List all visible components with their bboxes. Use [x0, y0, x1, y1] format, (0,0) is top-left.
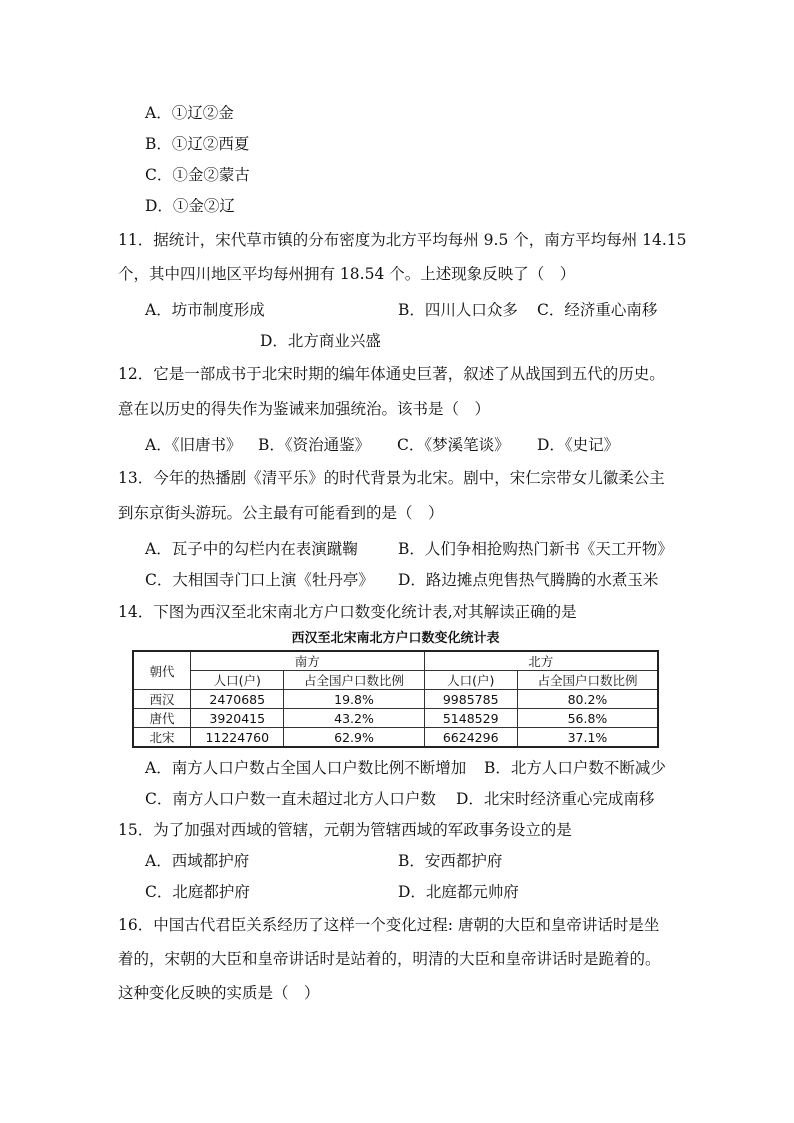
- q15-option-a: A．西域都护府: [145, 852, 250, 870]
- population-table: [132, 650, 659, 748]
- q13-option-a: A．瓦子中的勾栏内在表演蹴鞠: [145, 540, 358, 558]
- population-table-title: 西汉至北宋南北方户口数变化统计表: [291, 631, 500, 646]
- q15-option-d: D．北庭都元帅府: [398, 883, 519, 901]
- q14-option-b: B．北方人口户数不断减少: [484, 759, 666, 777]
- q11-option-d: D．北方商业兴盛: [260, 332, 381, 350]
- table-header-row: [133, 651, 658, 671]
- north-ratio-cell: 37.1%: [517, 728, 658, 748]
- q11-option-a: A．坊市制度形成: [145, 301, 265, 319]
- q12-option-d: D．《史记》: [537, 436, 620, 454]
- q13-stem-line2: 到东京街头游玩。公主最有可能看到的是（ ）: [118, 504, 444, 522]
- north-ratio-cell: 56.8%: [517, 709, 658, 728]
- q12-option-c: C．《梦溪笔谈》: [397, 436, 510, 454]
- q14-option-c: C．南方人口户数一直未超过北方人口户数: [145, 790, 436, 808]
- q11-stem-line2: 个，其中四川地区平均每州拥有 18.54 个。上述现象反映了（ ）: [118, 265, 576, 283]
- q11-option-b: B．四川人口众多: [398, 301, 518, 319]
- south-pop-cell: 2470685: [191, 690, 284, 709]
- south-pop-header: 人口(户): [191, 671, 284, 690]
- q12-option-b: B．《资治通鉴》: [258, 436, 371, 454]
- north-header: 北方: [424, 651, 658, 671]
- north-pop-header: 人口(户): [424, 671, 517, 690]
- q13-option-c: C．大相国寺门口上演《牡丹亭》: [145, 571, 374, 589]
- south-ratio-header: 占全国户口数比例: [284, 671, 424, 690]
- q10-option-b: B．①辽②西夏: [145, 135, 250, 153]
- north-pop-cell: 6624296: [424, 728, 517, 748]
- era-cell: 西汉: [133, 690, 191, 709]
- era-cell: 唐代: [133, 709, 191, 728]
- q14-option-a: A．南方人口户数占全国人口户数比例不断增加: [145, 759, 467, 777]
- q10-option-c: C．①金②蒙古: [145, 166, 250, 184]
- q14-stem: 14．下图为西汉至北宋南北方户口数变化统计表,对其解读正确的是: [118, 603, 577, 621]
- q13-stem-line1: 13．今年的热播剧《清平乐》的时代背景为北宋。剧中，宋仁宗带女儿徽柔公主: [118, 469, 665, 487]
- q11-option-c: C．经济重心南移: [537, 301, 658, 319]
- q15-stem: 15．为了加强对西域的管辖，元朝为管辖西域的军政事务设立的是: [118, 821, 572, 839]
- q11-stem-line1: 11．据统计，宋代草市镇的分布密度为北方平均每州 9.5 个，南方平均每州 14.15: [118, 231, 687, 249]
- q12-stem-line2: 意在以历史的得失作为鉴诫来加强统治。该书是（ ）: [118, 400, 491, 418]
- table-row: [133, 728, 658, 748]
- south-header: 南方: [191, 651, 424, 671]
- q14-option-d: D．北宋时经济重心完成南移: [456, 790, 655, 808]
- north-pop-cell: 5148529: [424, 709, 517, 728]
- era-header: 朝代: [133, 651, 191, 690]
- south-pop-cell: 11224760: [191, 728, 284, 748]
- table-row: [133, 690, 658, 709]
- table-row: [133, 709, 658, 728]
- q16-stem-line3: 这种变化反映的实质是（ ）: [118, 984, 320, 1002]
- south-ratio-cell: 19.8%: [284, 690, 424, 709]
- q12-option-a: A．《旧唐书》: [145, 436, 242, 454]
- north-pop-cell: 9985785: [424, 690, 517, 709]
- south-ratio-cell: 62.9%: [284, 728, 424, 748]
- table-subheader-row: [133, 671, 658, 690]
- north-ratio-header: 占全国户口数比例: [517, 671, 658, 690]
- south-ratio-cell: 43.2%: [284, 709, 424, 728]
- q12-stem-line1: 12．它是一部成书于北宋时期的编年体通史巨著，叙述了从战国到五代的历史。: [118, 365, 665, 383]
- q13-option-b: B．人们争相抢购热门新书《天工开物》: [398, 540, 673, 558]
- q10-option-a: A．①辽②金: [145, 104, 234, 122]
- q16-stem-line1: 16．中国古代君臣关系经历了这样一个变化过程: 唐朝的大臣和皇帝讲话时是坐: [118, 916, 660, 934]
- era-cell: 北宋: [133, 728, 191, 748]
- south-pop-cell: 3920415: [191, 709, 284, 728]
- q10-option-d: D．①金②辽: [145, 197, 235, 215]
- population-table-figure: [132, 630, 659, 748]
- q16-stem-line2: 着的，宋朝的大臣和皇帝讲话时是站着的，明清的大臣和皇帝讲话时是跪着的。: [118, 950, 661, 968]
- q15-option-c: C．北庭都护府: [145, 883, 250, 901]
- north-ratio-cell: 80.2%: [517, 690, 658, 709]
- q15-option-b: B．安西都护府: [398, 852, 503, 870]
- q13-option-d: D．路边摊点兜售热气腾腾的水煮玉米: [398, 571, 659, 589]
